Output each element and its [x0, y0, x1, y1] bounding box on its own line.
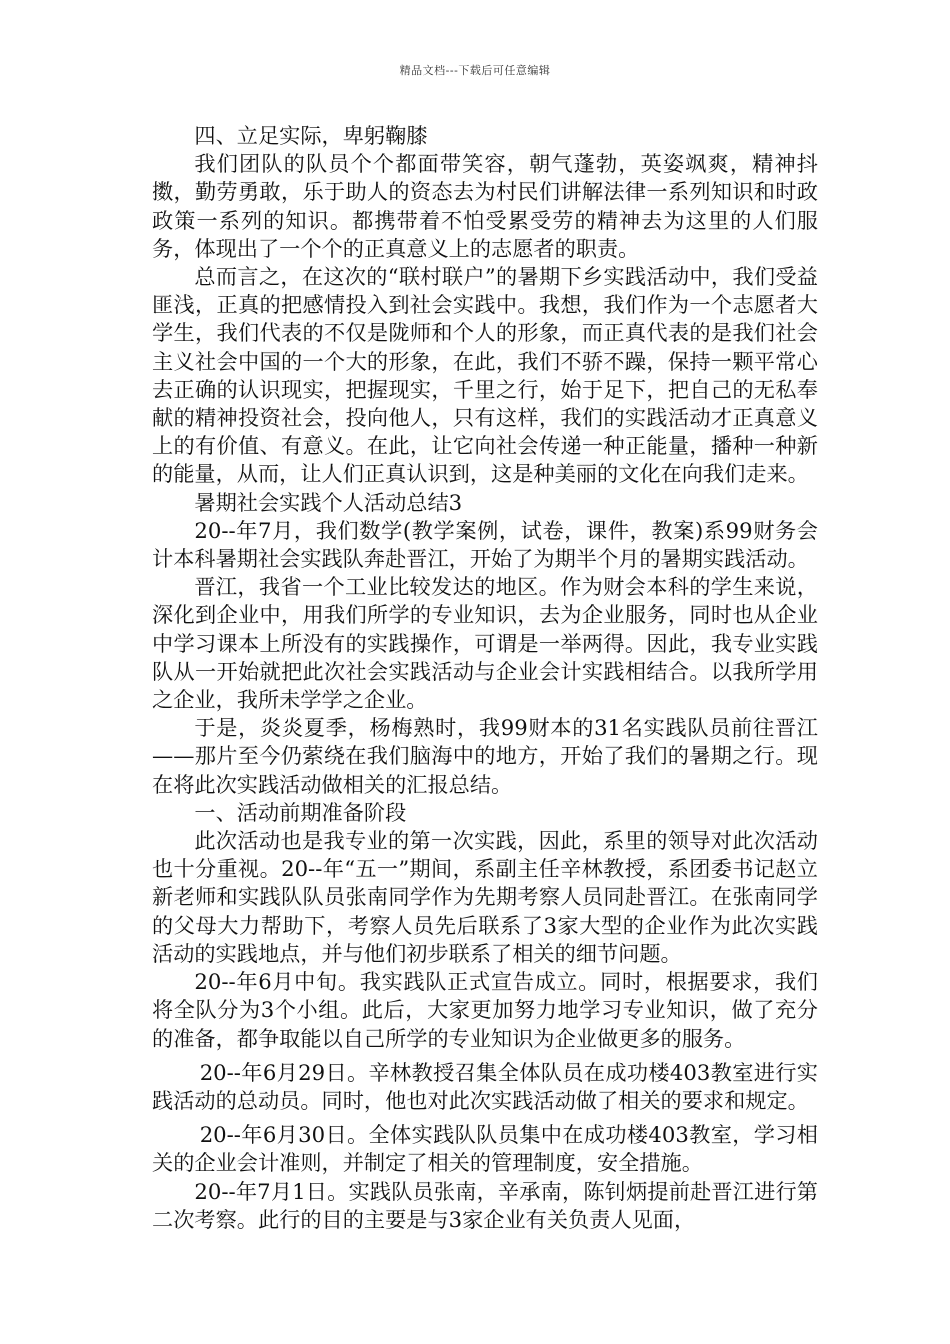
paragraph: 此次活动也是我专业的第一次实践，因此，系里的领导对此次活动也十分重视。20--年“五一”期间，系副主任辛林教授，系团委书记赵立新老师和实践队队员张南同学作为先期考察人员同赴晋江。在张南同学的父母大力帮助下，考察人员先后联系了3家大型的企业作为此次实践活动的实践地点，并与他们初步联系了相关的细节问题。	[152, 828, 818, 966]
paragraph: 20--年6月中旬。我实践队正式宣告成立。同时，根据要求，我们将全队分为3个小组。此后，大家更加努力地学习专业知识，做了充分的准备，都争取能以自己所学的专业知识为企业做更多的服务。	[152, 969, 818, 1051]
paragraph: 于是，炎炎夏季，杨梅熟时，我99财本的31名实践队员前往晋江——那片至今仍萦绕在我们脑海中的地方，开始了我们的暑期之行。现在将此次实践活动做相关的汇报总结。	[152, 715, 818, 797]
paragraph: 20--年7月1日。实践队员张南，辛承南，陈钊炳提前赴晋江进行第二次考察。此行的目的主要是与3家企业有关负责人见面，	[152, 1178, 818, 1232]
document-body	[152, 122, 818, 1234]
page-header: 精品文档---下载后可任意编辑	[399, 64, 551, 77]
section-heading: 暑期社会实践个人活动总结3	[194, 489, 463, 515]
paragraph: 晋江，我省一个工业比较发达的地区。作为财会本科的学生来说，深化到企业中，用我们所学的专业知识，去为企业服务，同时也从企业中学习课本上所没有的实践操作，可谓是一举两得。因此，我专业实践队从一开始就把此次社会实践活动与企业会计实践相结合。以我所学用之企业，我所未学学之企业。	[152, 574, 818, 713]
paragraph: 总而言之，在这次的“联村联户”的暑期下乡实践活动中，我们受益匪浅，正真的把感情投入到社会实践中。我想，我们作为一个志愿者大学生，我们代表的不仅是陇师和个人的形象，而正真代表的是我们社会主义社会中国的一个大的形象，在此，我们不骄不躁，保持一颗平常心去正确的认识现实，把握现实，千里之行，始于足下，把自己的无私奉献的精神投资社会，投向他人，只有这样，我们的实践活动才正真意义上的有价值、有意义。在此，让它向社会传递一种正能量，播种一种新的能量，从而，让人们正真认识到，这是种美丽的文化在向我们走来。	[152, 264, 818, 487]
paragraph: 20--年6月29日。辛林教授召集全体队员在成功楼403教室进行实践活动的总动员。同时，他也对此次实践活动做了相关的要求和规定。	[152, 1059, 818, 1113]
paragraph: 20--年6月30日。全体实践队队员集中在成功楼403教室，学习相关的企业会计准则，并制定了相关的管理制度，安全措施。	[152, 1122, 818, 1176]
paragraph: 我们团队的队员个个都面带笑容，朝气蓬勃，英姿飒爽，精神抖擞，勤劳勇敢，乐于助人的资态去为村民们讲解法律一系列知识和时政政策一系列的知识。都携带着不怕受累受劳的精神去为这里的人们服务，体现出了一个个的正真意义上的志愿者的职责。	[152, 151, 818, 261]
paragraph: 20--年7月，我们数学(教学案例，试卷，课件，教案)系99财务会计本科暑期社会实践队奔赴晋江，开始了为期半个月的暑期实践活动。	[152, 517, 818, 572]
section-heading: 四、立足实际，卑躬鞠膝	[194, 123, 428, 148]
section-heading: 一、活动前期准备阶段	[194, 799, 407, 825]
